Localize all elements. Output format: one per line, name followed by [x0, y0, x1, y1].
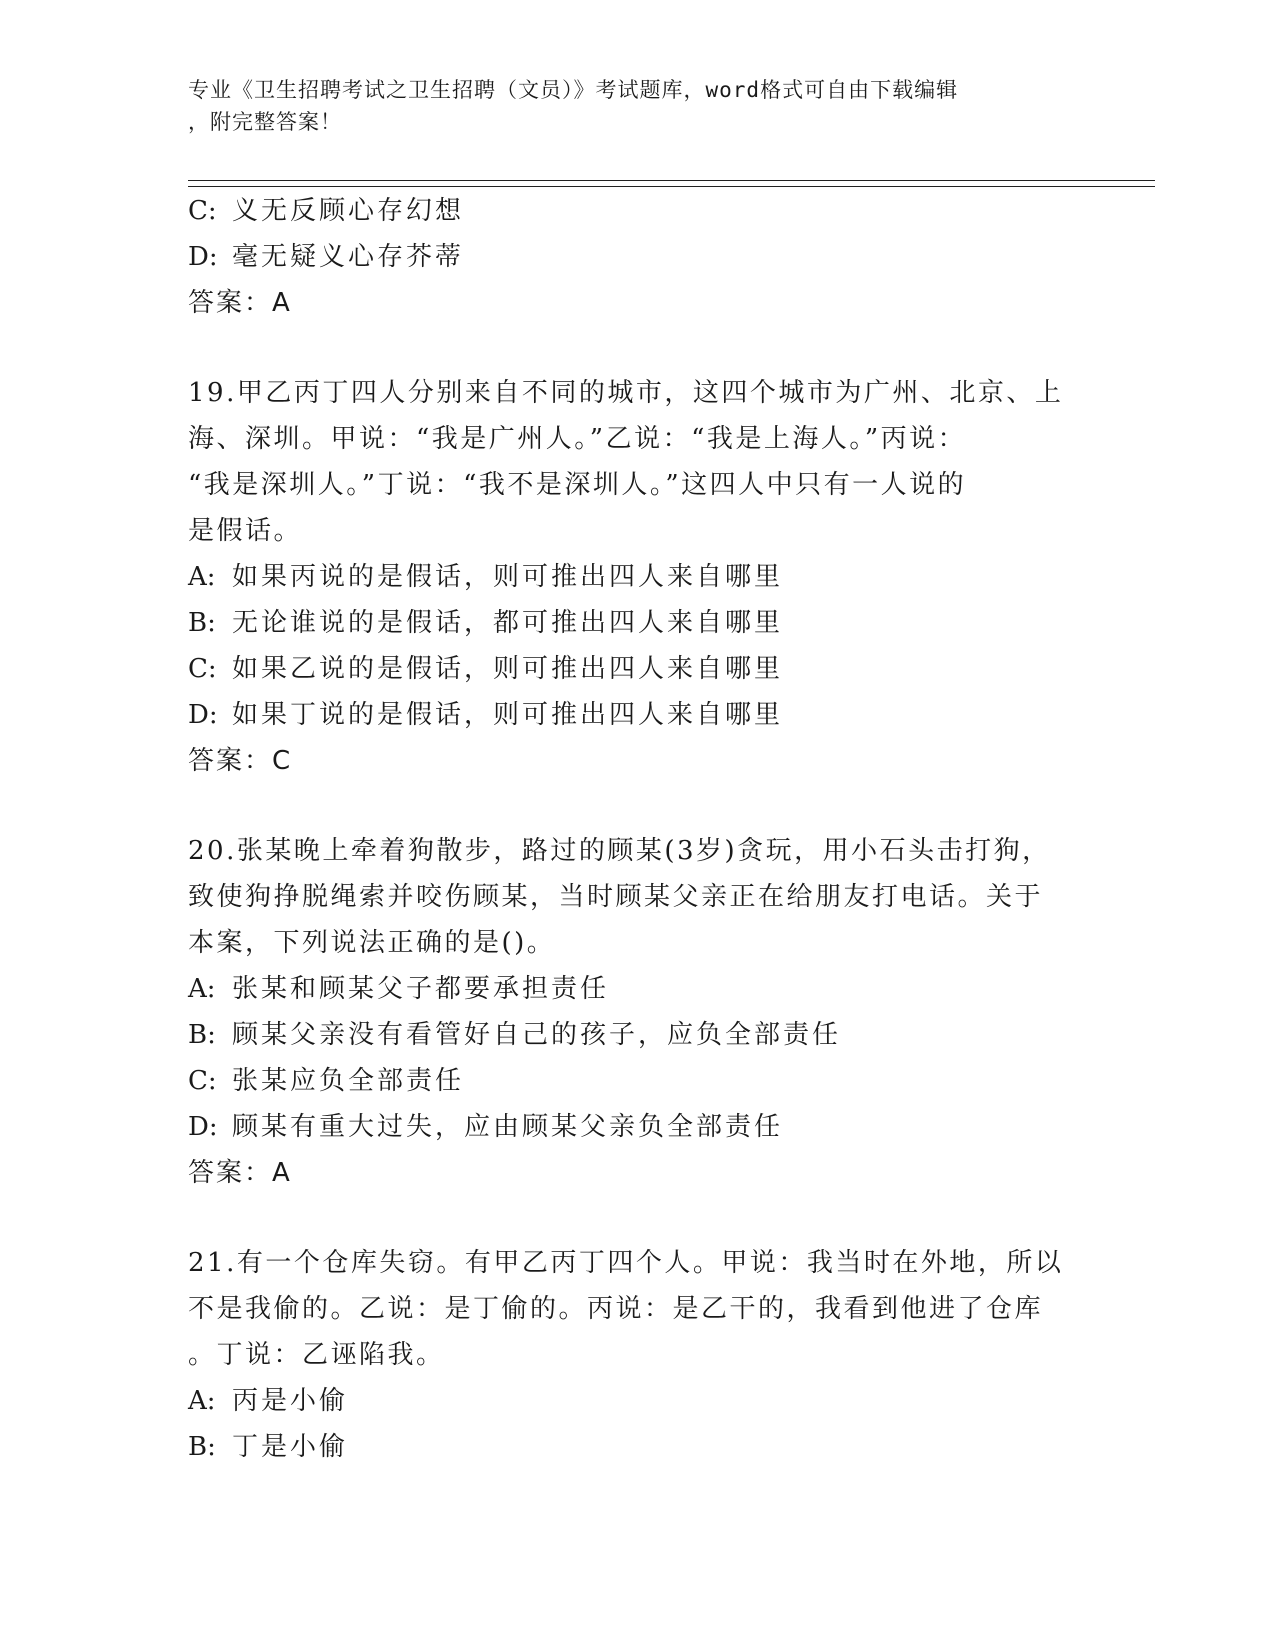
question-text [188, 1240, 1088, 1378]
header-line-1: 专业《卫生招聘考试之卫生招聘（文员）》考试题库，word格式可自由下载编辑 [188, 78, 959, 102]
answer-line: 答案：A [188, 288, 292, 318]
option-key: D: [188, 242, 218, 272]
question-block-19 [188, 370, 1088, 784]
option-key: D: [188, 700, 218, 730]
question-line: 致使狗挣脱绳索并咬伤顾某，当时顾某父亲正在给朋友打电话。关于 [188, 882, 1044, 912]
question-line: 21.有一个仓库失窃。有甲乙丙丁四个人。甲说：我当时在外地，所以 [188, 1248, 1064, 1278]
option-key: B: [188, 1432, 216, 1462]
question-block-20 [188, 828, 1088, 1196]
document-body [188, 188, 1088, 1470]
question-line: “我是深圳人。”丁说：“我不是深圳人。”这四人中只有一人说的 [188, 470, 967, 500]
option-text: 丁是小偷 [232, 1432, 349, 1462]
question-text [188, 370, 1088, 554]
option-key: C: [188, 654, 217, 684]
option-b [188, 1012, 1088, 1058]
option-text: 如果乙说的是假话，则可推出四人来自哪里 [232, 654, 784, 684]
option-c [188, 188, 1088, 234]
option-text: 毫无疑义心存芥蒂 [232, 242, 465, 272]
option-text: 义无反顾心存幻想 [232, 196, 465, 226]
option-key: D: [188, 1112, 218, 1142]
option-c [188, 1058, 1088, 1104]
question-text [188, 828, 1088, 966]
header-divider [188, 180, 1155, 187]
option-b [188, 1424, 1088, 1470]
option-key: C: [188, 196, 217, 226]
question-line: 。丁说：乙诬陷我。 [188, 1340, 445, 1370]
option-text: 张某和顾某父子都要承担责任 [232, 974, 610, 1004]
question-block-18-tail [188, 188, 1088, 326]
question-line: 不是我偷的。乙说：是丁偷的。丙说：是乙干的，我看到他进了仓库 [188, 1294, 1044, 1324]
option-c [188, 646, 1088, 692]
question-block-21 [188, 1240, 1088, 1470]
question-line: 是假话。 [188, 516, 303, 546]
option-key: A: [188, 1386, 216, 1416]
option-text: 顾某有重大过失，应由顾某父亲负全部责任 [232, 1112, 784, 1142]
option-a [188, 966, 1088, 1012]
option-b [188, 600, 1088, 646]
option-text: 如果丁说的是假话，则可推出四人来自哪里 [232, 700, 784, 730]
option-text: 如果丙说的是假话，则可推出四人来自哪里 [232, 562, 784, 592]
option-text: 张某应负全部责任 [232, 1066, 465, 1096]
option-d [188, 234, 1088, 280]
option-text: 丙是小偷 [232, 1386, 349, 1416]
header-line-2: ，附完整答案！ [188, 110, 342, 134]
answer-line: 答案：C [188, 746, 293, 776]
option-key: A: [188, 562, 216, 592]
option-a [188, 554, 1088, 600]
option-key: B: [188, 1020, 216, 1050]
question-line: 本案，下列说法正确的是()。 [188, 928, 556, 958]
answer-line: 答案：A [188, 1158, 292, 1188]
option-a [188, 1378, 1088, 1424]
option-d [188, 692, 1088, 738]
option-d [188, 1104, 1088, 1150]
question-line: 海、深圳。甲说：“我是广州人。”乙说：“我是上海人。”丙说： [188, 424, 967, 454]
page-header [188, 74, 1088, 138]
option-text: 顾某父亲没有看管好自己的孩子，应负全部责任 [232, 1020, 842, 1050]
question-line: 20.张某晚上牵着狗散步，路过的顾某(3岁)贪玩，用小石头击打狗， [188, 836, 1051, 866]
option-key: B: [188, 608, 216, 638]
option-key: C: [188, 1066, 217, 1096]
option-key: A: [188, 974, 216, 1004]
question-line: 19.甲乙丙丁四人分别来自不同的城市，这四个城市为广州、北京、上 [188, 378, 1064, 408]
option-text: 无论谁说的是假话，都可推出四人来自哪里 [232, 608, 784, 638]
